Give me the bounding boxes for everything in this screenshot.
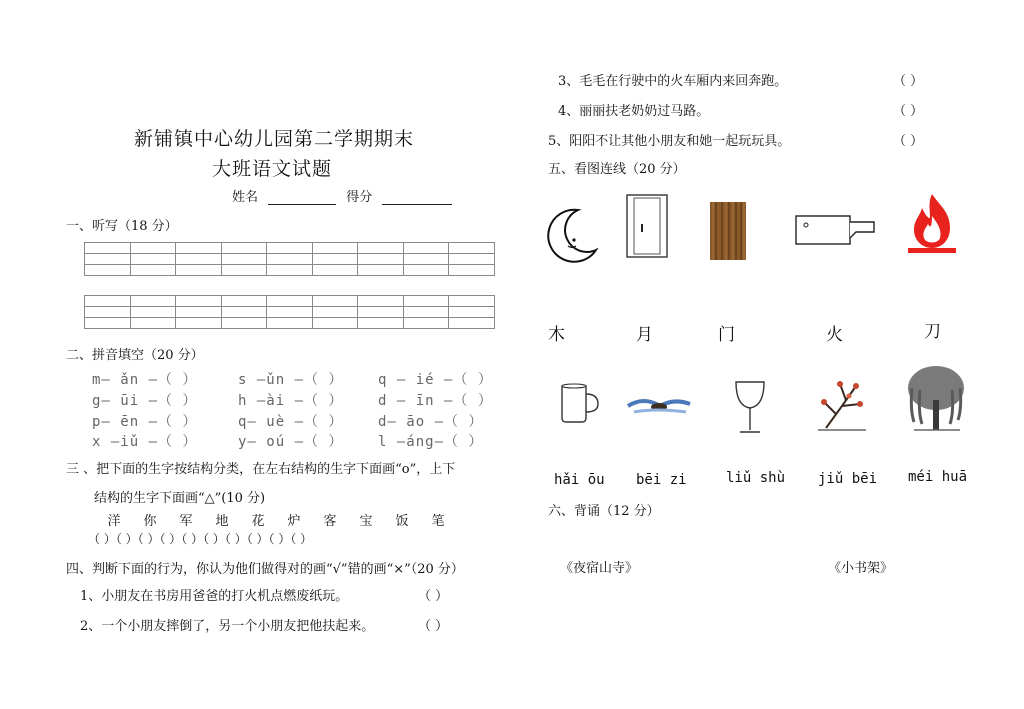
- dictation-grid-1[interactable]: [84, 242, 495, 276]
- judge-answer-5[interactable]: （ ）: [893, 134, 924, 149]
- pinyin-item: x —iǔ —（ ）: [92, 434, 198, 450]
- pinyin-item: d— āo —（ ）: [378, 414, 484, 430]
- match-char-huo[interactable]: 火: [826, 325, 843, 345]
- pinyin-item: g— ūi —（ ）: [92, 393, 198, 409]
- match-char-mu[interactable]: 木: [548, 325, 565, 345]
- judge-answer-2[interactable]: （ ）: [418, 619, 449, 634]
- pinyin-label[interactable]: méi huā: [908, 469, 968, 485]
- door-picture[interactable]: [626, 194, 670, 260]
- pinyin-item: q — ié —（ ）: [378, 372, 493, 388]
- exam-title-line1: 新铺镇中心幼儿园第二学期期末: [134, 128, 415, 150]
- cup-picture[interactable]: [558, 382, 602, 426]
- plum-blossom-picture[interactable]: [816, 376, 868, 432]
- pinyin-label[interactable]: hǎi ōu: [554, 472, 605, 488]
- name-field[interactable]: [268, 204, 336, 205]
- structure-char: 地: [215, 514, 229, 529]
- pinyin-item: d — īn —（ ）: [378, 393, 493, 409]
- pinyin-item: l —áng—（ ）: [378, 434, 484, 450]
- pinyin-label[interactable]: jiǔ bēi: [818, 471, 878, 487]
- moon-picture[interactable]: [544, 206, 600, 266]
- structure-char: 炉: [287, 514, 301, 529]
- structure-char: 笔: [431, 514, 445, 529]
- pinyin-label[interactable]: liǔ shù: [726, 470, 786, 486]
- exam-title-line2: 大班语文试题: [212, 158, 333, 180]
- judge-item-1: 1、小朋友在书房用爸爸的打火机点燃废纸玩。: [80, 589, 349, 604]
- dictation-grid-2[interactable]: [84, 295, 495, 329]
- score-label: 得分: [346, 190, 373, 205]
- fire-picture[interactable]: [906, 192, 958, 256]
- structure-char: 洋: [107, 514, 121, 529]
- judge-answer-1[interactable]: （ ）: [418, 589, 449, 604]
- structure-char: 你: [143, 514, 157, 529]
- judge-item-5: 5、阳阳不让其他小朋友和她一起玩玩具。: [548, 134, 791, 149]
- section5-heading: 五、看图连线（20 分）: [548, 162, 686, 177]
- knife-picture[interactable]: [794, 212, 878, 248]
- seagull-picture[interactable]: [626, 394, 692, 420]
- name-label: 姓名: [232, 190, 259, 205]
- pinyin-item: q— uè —（ ）: [238, 414, 344, 430]
- structure-char: 饭: [395, 514, 409, 529]
- pinyin-item: y— oú —（ ）: [238, 434, 344, 450]
- section3-heading-line2: 结构的生字下面画“△”(10 分): [94, 491, 266, 506]
- poem-title-2: 《小书架》: [828, 561, 894, 576]
- section6-heading: 六、背诵（12 分）: [548, 504, 660, 519]
- name-score-row: [232, 186, 452, 205]
- structure-answer-parens[interactable]: （ ）（ ）（ ）（ ）（ ）（ ）（ ）（ ）（ ）（ ）: [88, 532, 313, 546]
- structure-characters: [96, 510, 456, 529]
- structure-char: 军: [179, 514, 193, 529]
- willow-tree-picture[interactable]: [904, 362, 968, 436]
- pinyin-label[interactable]: bēi zi: [636, 472, 687, 488]
- wood-picture[interactable]: [710, 202, 748, 262]
- judge-item-4: 4、丽丽扶老奶奶过马路。: [558, 104, 710, 119]
- judge-answer-3[interactable]: （ ）: [893, 74, 924, 89]
- match-char-yue[interactable]: 月: [636, 325, 653, 345]
- structure-char: 客: [323, 514, 337, 529]
- pinyin-item: h —ài —（ ）: [238, 393, 344, 409]
- pinyin-item: s —ǔn —（ ）: [238, 372, 344, 388]
- wine-glass-picture[interactable]: [732, 378, 768, 436]
- pinyin-item: p— ēn —（ ）: [92, 414, 198, 430]
- match-char-men[interactable]: 门: [718, 325, 735, 345]
- judge-answer-4[interactable]: （ ）: [893, 104, 924, 119]
- match-char-dao[interactable]: 刀: [924, 322, 941, 342]
- poem-title-1: 《夜宿山寺》: [560, 561, 639, 576]
- section4-heading: 四、判断下面的行为，你认为他们做得对的画“√”错的画“×”（20 分）: [66, 562, 464, 577]
- section2-heading: 二、拼音填空（20 分）: [66, 348, 204, 363]
- structure-char: 宝: [359, 514, 373, 529]
- structure-char: 花: [251, 514, 265, 529]
- judge-item-3: 3、毛毛在行驶中的火车厢内来回奔跑。: [558, 74, 788, 89]
- judge-item-2: 2、一个小朋友摔倒了，另一个小朋友把他扶起来。: [80, 619, 375, 634]
- section1-heading: 一、听写（18 分）: [66, 219, 178, 234]
- score-field[interactable]: [382, 204, 452, 205]
- pinyin-item: m— ǎn —（ ）: [92, 372, 198, 388]
- section3-heading-line1: 三 、把下面的生字按结构分类，在左右结构的生字下面画“o”，上下: [66, 462, 456, 477]
